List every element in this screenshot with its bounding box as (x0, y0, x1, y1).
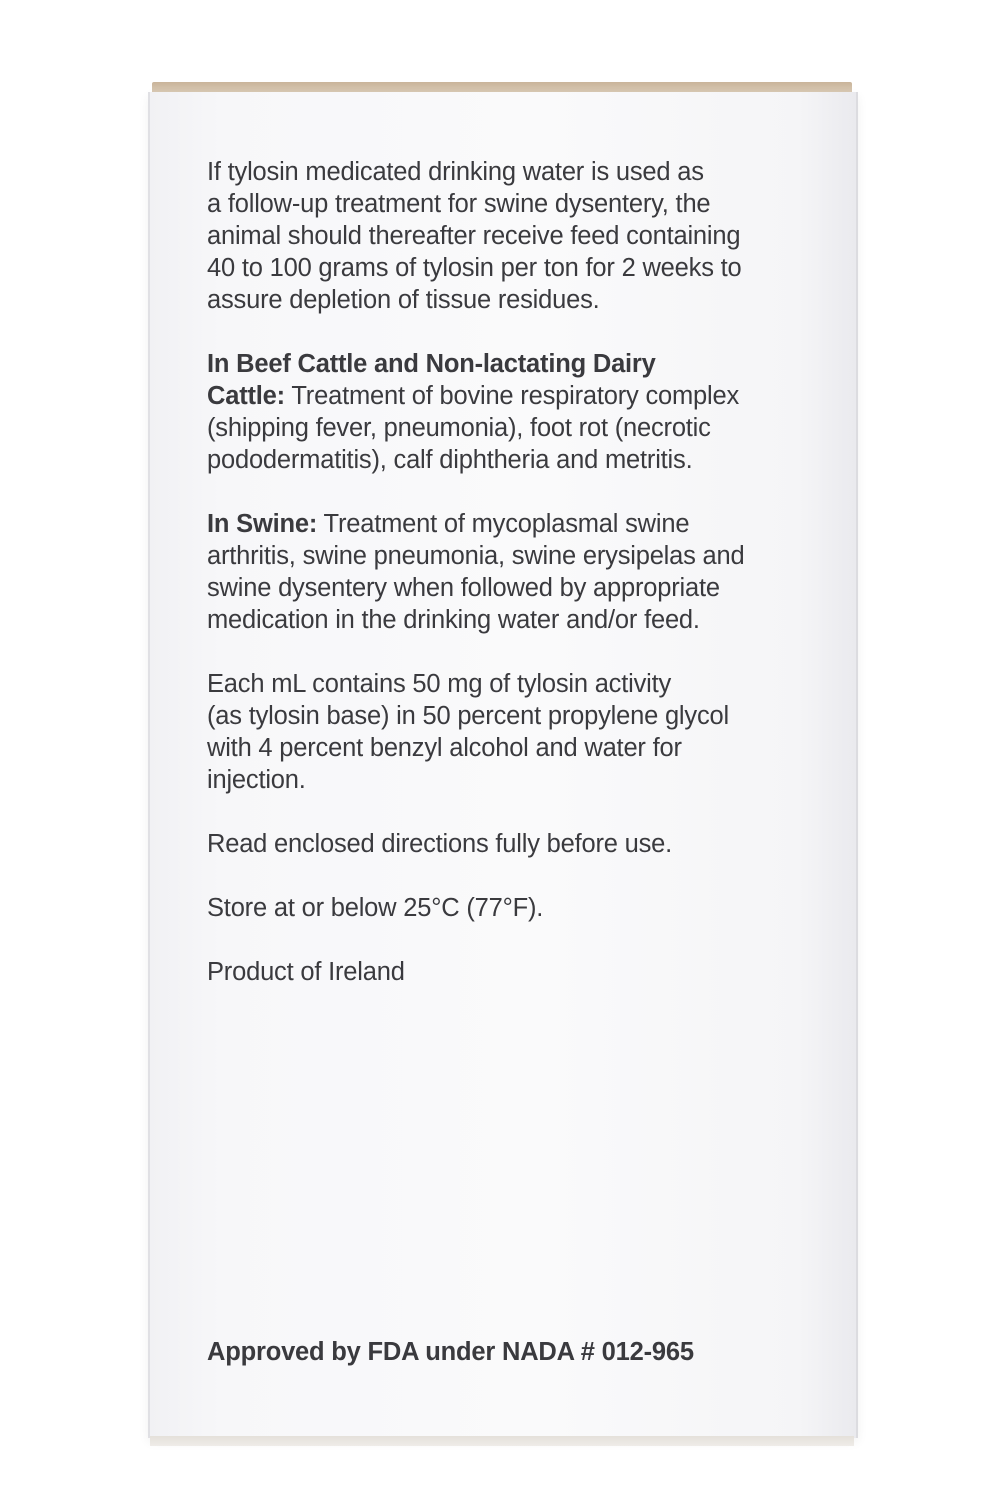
fda-approval-text: Approved by FDA under NADA # 012-965 (207, 1338, 694, 1366)
swine-heading: In Swine: (207, 510, 318, 538)
cattle-heading: In Beef Cattle and Non-lactating Dairy (207, 350, 656, 378)
followup-line: If tylosin medicated drinking water is used as (207, 158, 704, 186)
cattle-line: (shipping fever, pneumonia), foot rot (necrotic (207, 414, 711, 442)
cattle-heading-cont: Cattle: (207, 382, 285, 410)
swine-text: Treatment of mycoplasmal swine (317, 510, 690, 538)
followup-line: animal should thereafter receive feed containing (207, 222, 741, 250)
composition-line: injection. (207, 766, 306, 794)
followup-line: assure depletion of tissue residues. (207, 286, 600, 314)
swine-line: arthritis, swine pneumonia, swine erysipelas and (207, 542, 745, 570)
swine-line (207, 508, 807, 540)
cattle-line: pododermatitis), calf diphtheria and metritis. (207, 446, 693, 474)
followup-line: 40 to 100 grams of tylosin per ton for 2 weeks to (207, 254, 742, 282)
composition-line: Each mL contains 50 mg of tylosin activity (207, 670, 672, 698)
origin-note: Product of Ireland (207, 958, 405, 986)
label-text-block (207, 156, 807, 1020)
carton-bottom-edge (150, 1436, 854, 1446)
swine-line: swine dysentery when followed by appropriate (207, 574, 720, 602)
swine-line: medication in the drinking water and/or feed. (207, 606, 700, 634)
directions-note: Read enclosed directions fully before use. (207, 830, 673, 858)
swine-indications-paragraph (207, 508, 807, 636)
composition-paragraph (207, 668, 807, 796)
followup-treatment-paragraph (207, 156, 807, 316)
composition-line: (as tylosin base) in 50 percent propylene glycol (207, 702, 729, 730)
cattle-line (207, 380, 807, 412)
cattle-indications-paragraph (207, 348, 807, 476)
storage-note: Store at or below 25°C (77°F). (207, 894, 544, 922)
composition-line: with 4 percent benzyl alcohol and water for (207, 734, 682, 762)
cattle-text: Treatment of bovine respiratory complex (284, 382, 739, 410)
followup-line: a follow-up treatment for swine dysentery, the (207, 190, 711, 218)
